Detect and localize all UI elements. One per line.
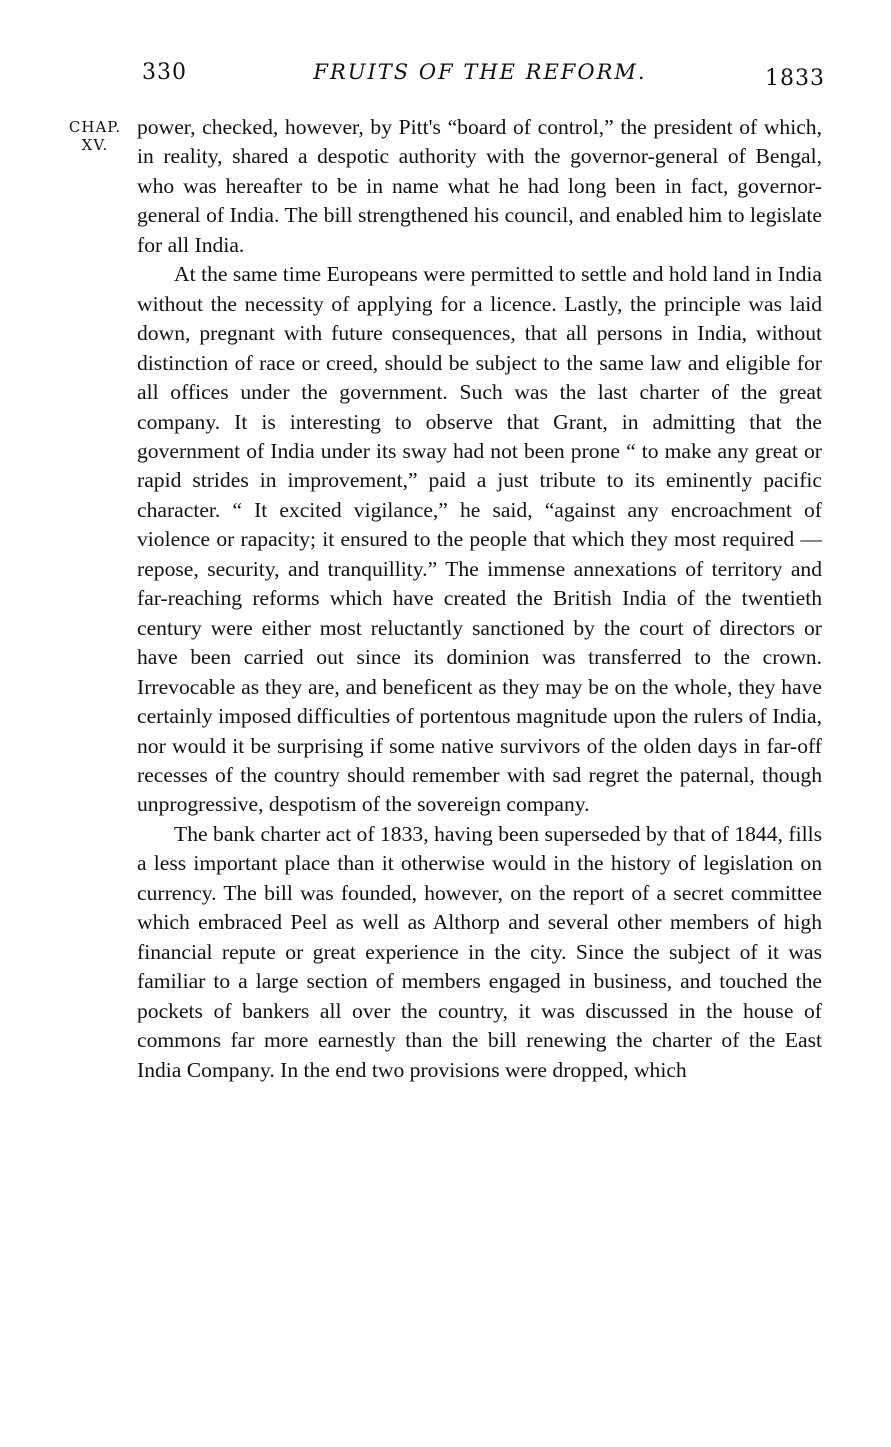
- running-title: FRUITS OF THE REFORM.: [313, 60, 647, 84]
- chapter-marker: [62, 118, 128, 154]
- chapter-number: XV.: [81, 136, 109, 154]
- year-label: 1833: [765, 66, 825, 91]
- paragraph: The bank charter act of 1833, having been superseded by that of 1844, fills a less important place than it otherwise would in the history of legislation on currency. The bill was founded, however, on the report of a secret committee which embraced Peel as well as Althorp and several other members of high financial repute or great experience in the city. Since the subject of it was familiar to a large section of members engaged in business, and touched the pockets of bankers all over the country, it was discussed in the house of commons far more earnestly than the bill renewing the charter of the East India Company. In the end two provisions were dropped, which: [137, 821, 822, 1082]
- body-text: [137, 113, 822, 1085]
- chapter-word: CHAP.: [68, 118, 122, 136]
- page-number: 330: [142, 60, 187, 85]
- paragraph-continuation: power, checked, however, by Pitt's “board of control,” the president of which, in reality, shared a despotic authority with the governor-general of Bengal, who was hereafter to be in name what he had long been in fact, governor-general of India. The bill strengthened his council, and enabled him to legislate for all India.: [137, 115, 822, 257]
- page-header: [0, 60, 891, 100]
- paragraph: At the same time Europeans were permitted to settle and hold land in India without the necessity of applying for a licence. Lastly, the principle was laid down, pregnant with future consequences, that all persons in India, without distinction of race or creed, should be subject to the same law and eligible for all offices under the government. Such was the last charter of the great company. It is interesting to observe that Grant, in admitting that the government of India under its sway had not been prone “ to make any great or rapid strides in improvement,” paid a just tribute to its eminently pacific character. “ It excited vigilance,” he said, “against any encroachment of violence or rapacity; it ensured to the people that which they most required —repose, security, and tranquillity.” The immense annexations of territory and far-reaching reforms which have created the British India of the twentieth century were either most reluctantly sanctioned by the court of directors or have been carried out since its dominion was transferred to the crown. Irrevocable as they are, and beneficent as they may be on the whole, they have certainly imposed difficulties of portentous magnitude upon the rulers of India, nor would it be surprising if some native survivors of the olden days in far-off recesses of the country should remember with sad regret the paternal, though unprogressive, despotism of the sovereign company.: [137, 262, 822, 817]
